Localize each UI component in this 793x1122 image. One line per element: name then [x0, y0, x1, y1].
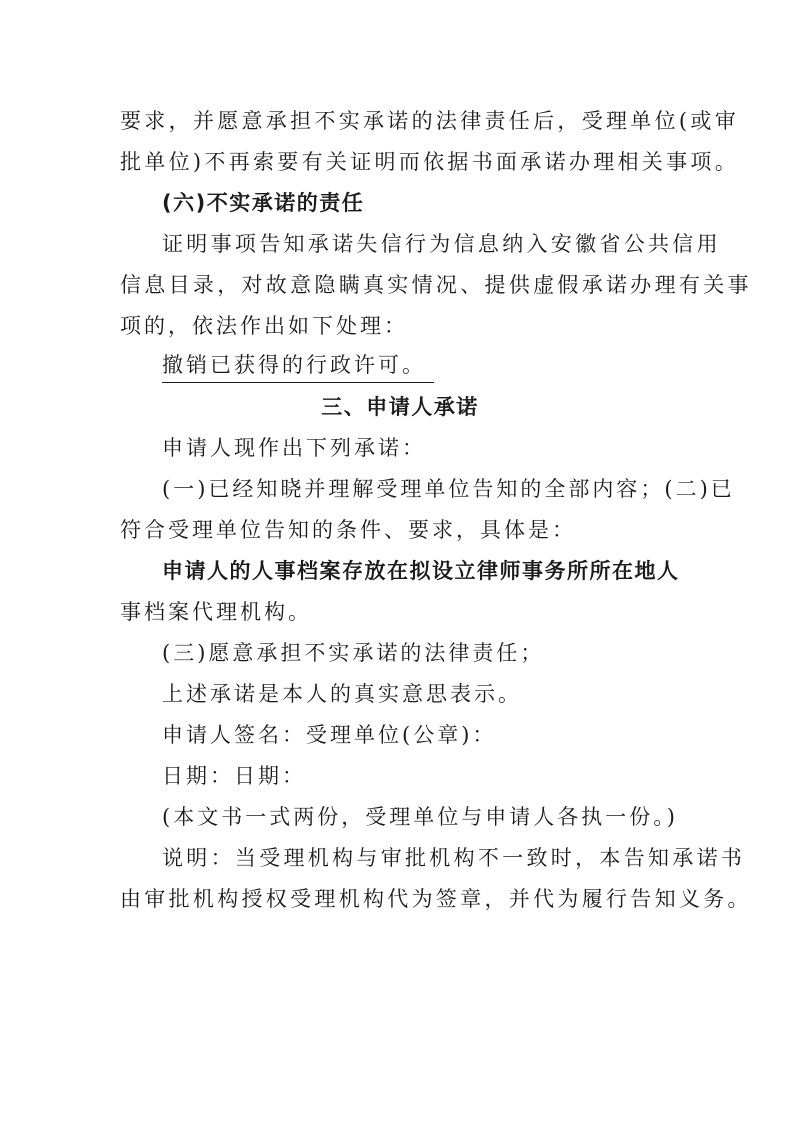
- signature-line: 申请人签名：受理单位(公章)：: [162, 723, 497, 747]
- penalty-text: 撤销已获得的行政许可。: [162, 348, 434, 383]
- paragraph-line: 申请人的人事档案存放在拟设立律师事务所所在地人: [162, 559, 680, 583]
- copies-note: (本文书一式两份，受理单位与申请人各执一份。): [162, 805, 678, 829]
- paragraph-line: 事档案代理机构。: [120, 600, 312, 624]
- section-title: 三、申请人承诺: [321, 395, 479, 419]
- paragraph-line: (三)愿意承担不实承诺的法律责任；: [162, 641, 545, 665]
- date-line: 日期：日期：: [162, 764, 306, 788]
- paragraph-line: 要求，并愿意承担不实承诺的法律责任后，受理单位(或审: [120, 109, 739, 133]
- paragraph-line: 证明事项告知承诺失信行为信息纳入安徽省公共信用: [162, 232, 721, 256]
- paragraph-line: 项的，依法作出如下处理：: [120, 314, 408, 338]
- paragraph-line: 上述承诺是本人的真实意思表示。: [162, 682, 522, 706]
- explanation-line: 由审批机构授权受理机构代为签章，并代为履行告知义务。: [120, 887, 752, 911]
- paragraph-line: 批单位)不再索要有关证明而依据书面承诺办理相关事项。: [120, 150, 739, 174]
- paragraph-line: (一)已经知晓并理解受理单位告知的全部内容；(二)已: [162, 477, 735, 501]
- paragraph-line: 申请人现作出下列承诺：: [162, 436, 426, 460]
- explanation-line: 说明：当受理机构与审批机构不一致时，本告知承诺书: [162, 846, 746, 870]
- paragraph-line: 信息目录，对故意隐瞒真实情况、提供虚假承诺办理有关事: [120, 273, 752, 297]
- section-heading: (六)不实承诺的责任: [162, 191, 365, 215]
- underlined-penalty-line: [162, 345, 680, 385]
- paragraph-line: 符合受理单位告知的条件、要求，具体是：: [120, 518, 576, 542]
